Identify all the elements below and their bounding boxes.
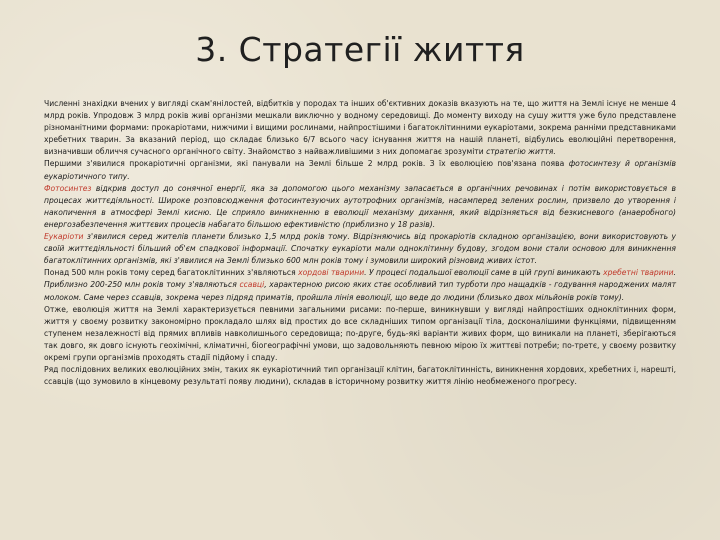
paragraph-photosynthesis [44, 183, 676, 231]
paragraph-prokaryotes-text: Першими з'явилися прокаріотичні організми, які панували на Землі більше 2 млрд років. З їх еволюцією пов'язана поява [44, 159, 569, 169]
paragraph-prokaryotes-italic: фотосинтезу й організмів еукаріотичного типу. [44, 159, 676, 181]
slide-title: 3. Стратегії життя [195, 30, 525, 69]
paragraph-chordates-text-c: . Приблизно 200-250 млн років тому з'являються [44, 268, 676, 290]
term-vertebrates: хребетні тварини [603, 268, 674, 278]
term-eukaryotes: Еукаріоти [44, 232, 84, 242]
paragraph-intro [44, 98, 676, 158]
paragraph-chordates-text-d: , характерною рисою яких стає особливий тип турботи про нащадків - годування народжених малят молоком. Саме через ссавців, зокрема через підряд приматів, пройшла лінія еволюції, що веде до людини (близько двох мільйонів років тому). [44, 280, 676, 302]
paragraph-photosynthesis-text: відкрив доступ до сонячної енергії, яка за допомогою цього механізму запасається в органічних речовинах і потім використовується в процесах життєдіяльності. Широке розповсюдження фотосинтезуючих аутотрофних організмів, насамперед зелених рослин, призвело до утворення і накопичення в атмосфері Землі кисню. Це сприяло виникненню в еволюції механізму дихання, який відрізняється від безкисневого (анаеробного) енергозабезпечення життєвих процесів набагато більшою ефективністю (приблизно у 18 разів). [44, 183, 676, 229]
term-mammals: ссавці [239, 280, 265, 290]
paragraph-chordates-text-b: . У процесі подальшої еволюції саме в цій групі виникають [364, 268, 604, 278]
term-chordates: хордові тварини [298, 268, 365, 278]
slide-body [44, 98, 676, 388]
paragraph-chordates-text-a: Понад 500 млн років тому серед багатоклітинних з'являються [44, 268, 299, 278]
paragraph-intro-text: Численні знахідки вчених у вигляді скам'янілостей, відбитків у породах та інших об'єктивних доказів вказують на те, що життя на Землі існує не менше 4 млрд років. Упродовж 3 млрд років живі організми мешкали виключно у водному середовищі. До моменту виходу на сушу життя уже було представлене різноманітними формами: прокаріотами, нижчими і вищими рослинами, найпростішими і багатоклітинними еукаріотами, зокрема ранніми представниками хребетних тварин. За вказаний період, що складає близько 6/7 всього часу існування життя на нашій планеті, відбулись еволюційні перетворення, визначивши обличчя сучасного органічного світу. Знайомство з найважливішими з них допомагає зрозуміти [44, 99, 676, 157]
paragraph-chordates [44, 267, 676, 303]
term-photosynthesis: Фотосинтез [44, 183, 92, 193]
paragraph-eukaryotes [44, 231, 676, 267]
paragraph-prokaryotes [44, 158, 676, 182]
paragraph-progress-line: Ряд послідовних великих еволюційних змін, таких як еукаріотичний тип організації клітин, багатоклітинність, виникнення хордових, хребетних і, нарешті, ссавців (що зумовило в кінцевому результаті появу людини), складав в історичному розвитку життя лінію необмеженого прогресу. [44, 365, 676, 387]
paragraph-eukaryotes-text: з'явилися серед жителів планети близько 1,5 млрд років тому. Відрізняючись від прокаріотів складною організацією, вони використовують у своїй життєдіяльності більший об'єм спадкової інформації. Спочатку еукаріоти мали одноклітинну будову, згодом вони стали основою для виникнення багатоклітинних організмів, які з'явилися на Землі близько 600 млн років тому і зумовили широкий різновид живих істот. [44, 232, 676, 266]
life-strategy-term: стратегію життя. [486, 147, 556, 157]
paragraph-evolution-features: Отже, еволюція життя на Землі характеризується певними загальними рисами: по-перше, виникнувши у вигляді найпростіших одноклітинних форм, життя у своєму розвитку закономірно прокладало шлях від простих до все складніших типом організації тіла, досконалішими функціями, підвищенням ступенем незалежності від прямих впливів навколишнього середовища; по-друге, будь-які варіанти живих форм, що виникали на планеті, зберігаються так довго, як довго існують геохімічні, кліматичні, біогеографічні умови, що задовольняють певною мірою їх життєві потреби; по-третє, у своєму розвитку окремі групи організмів проходять стадії підйому і спаду. [44, 304, 676, 362]
